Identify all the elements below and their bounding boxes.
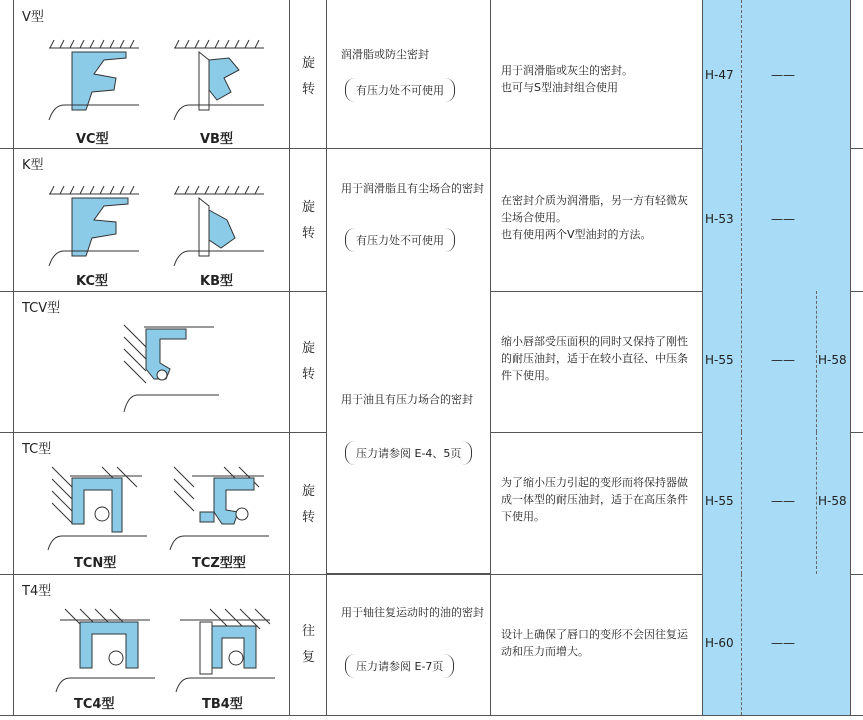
motion-2: 转 <box>301 367 315 382</box>
motion-cell <box>290 432 327 574</box>
figure-cell <box>13 432 290 574</box>
feature-cell <box>491 148 703 291</box>
dashed-divider <box>741 291 742 432</box>
figure-cell <box>13 291 290 432</box>
dashed-divider <box>741 148 742 291</box>
feature-line: 也可与S型油封组合使用 <box>501 81 618 94</box>
condition-note: 有压力处不可使用 <box>345 78 455 102</box>
motion-2: 转 <box>301 82 315 97</box>
reference-dash: —— <box>771 494 795 508</box>
reference-page[interactable]: H-55 <box>705 353 734 367</box>
reference-dash: —— <box>771 68 795 82</box>
vc-seal-diagram <box>44 30 144 120</box>
sub-label-kb: KB型 <box>200 274 233 289</box>
table-row-t4 <box>0 574 863 716</box>
feature-line: 也有使用两个V型油封的方法。 <box>501 228 652 241</box>
motion-1: 旋 <box>301 484 315 499</box>
motion-1: 往 <box>301 624 315 639</box>
motion-2: 转 <box>301 510 315 525</box>
sub-label-tb4: TB4型 <box>202 697 243 712</box>
application-text: 用于润滑脂且有尘场合的密封 <box>341 182 484 195</box>
condition-note: 压力请参阅 E-4、5页 <box>345 441 472 465</box>
motion-cell <box>290 148 327 291</box>
sub-label-vb: VB型 <box>200 132 233 147</box>
dashed-divider <box>816 432 817 574</box>
feature-line: 在密封介质为润滑脂，另一方有轻微灰尘场合使用。 <box>501 194 688 224</box>
reference-cell <box>703 148 851 291</box>
sub-label-tcz: TCZ型型 <box>192 556 246 571</box>
feature-cell <box>491 291 703 432</box>
dashed-divider <box>741 574 742 715</box>
motion-1: 旋 <box>301 200 315 215</box>
reference-dash: —— <box>771 636 795 650</box>
reference-cell <box>703 291 851 432</box>
feature-line: 用于润滑脂或灰尘的密封。 <box>501 64 633 77</box>
type-label: V型 <box>22 10 44 25</box>
reference-page-2[interactable]: H-58 <box>818 494 847 508</box>
tcz-seal-diagram <box>164 462 274 552</box>
reference-page[interactable]: H-47 <box>705 68 734 82</box>
application-cell <box>327 574 491 715</box>
sub-label-kc: KC型 <box>76 274 109 289</box>
application-cell <box>327 148 491 291</box>
feature-cell <box>491 574 703 715</box>
dashed-divider <box>741 432 742 574</box>
feature-text <box>501 333 697 384</box>
kb-seal-diagram <box>169 176 269 266</box>
motion-2: 转 <box>301 226 315 241</box>
feature-cell <box>491 432 703 574</box>
type-label: K型 <box>22 158 44 173</box>
type-label: TCV型 <box>22 301 61 316</box>
feature-text <box>501 474 697 525</box>
reference-dash: —— <box>771 353 795 367</box>
feature-text <box>501 62 697 96</box>
feature-text <box>501 192 697 243</box>
motion-cell <box>290 0 327 148</box>
reference-page-2[interactable]: H-58 <box>818 353 847 367</box>
table-row-v <box>0 0 863 149</box>
merged-application-cell <box>327 291 491 574</box>
motion-2: 复 <box>301 650 315 665</box>
reference-cell <box>703 432 851 574</box>
application-text: 润滑脂或防尘密封 <box>341 48 429 61</box>
reference-cell <box>703 574 851 715</box>
tb4-seal-diagram <box>170 604 280 694</box>
sub-label-tcn: TCN型 <box>74 556 117 571</box>
reference-dash: —— <box>771 212 795 226</box>
dashed-divider <box>741 0 742 148</box>
feature-text <box>501 626 697 660</box>
tcn-seal-diagram <box>42 462 152 552</box>
feature-line: 缩小唇部受压面积的同时又保持了刚性的耐压油封，适于在较小直径、中压条件下使用。 <box>501 335 688 382</box>
figure-cell <box>13 0 290 148</box>
feature-line: 设计上确保了唇口的变形不会因往复运动和压力而增大。 <box>501 628 688 658</box>
condition-note: 压力请参阅 E-7页 <box>345 654 454 678</box>
motion-1: 旋 <box>301 341 315 356</box>
sub-label-vc: VC型 <box>76 132 109 147</box>
kc-seal-diagram <box>44 176 144 266</box>
application-text: 用于轴往复运动时的油的密封 <box>341 606 484 619</box>
condition-note: 有压力处不可使用 <box>345 228 455 252</box>
tcv-seal-diagram <box>114 317 224 417</box>
tc4-seal-diagram <box>50 604 160 694</box>
dashed-divider <box>816 291 817 432</box>
reference-page[interactable]: H-53 <box>705 212 734 226</box>
figure-cell <box>13 148 290 291</box>
motion-1: 旋 <box>301 56 315 71</box>
type-label: TC型 <box>22 442 52 457</box>
type-label: T4型 <box>22 584 52 599</box>
reference-cell <box>703 0 851 148</box>
motion-cell <box>290 574 327 715</box>
sub-label-tc4: TC4型 <box>74 697 115 712</box>
reference-page[interactable]: H-60 <box>705 636 734 650</box>
feature-cell <box>491 0 703 148</box>
application-text: 用于油且有压力场合的密封 <box>341 393 473 406</box>
reference-page[interactable]: H-55 <box>705 494 734 508</box>
motion-cell <box>290 291 327 432</box>
application-cell <box>327 0 491 148</box>
table-row-k <box>0 148 863 292</box>
feature-line: 为了缩小压力引起的变形而将保持器做成一体型的耐压油封，适于在高压条件下使用。 <box>501 476 688 523</box>
figure-cell <box>13 574 290 715</box>
vb-seal-diagram <box>169 30 269 120</box>
